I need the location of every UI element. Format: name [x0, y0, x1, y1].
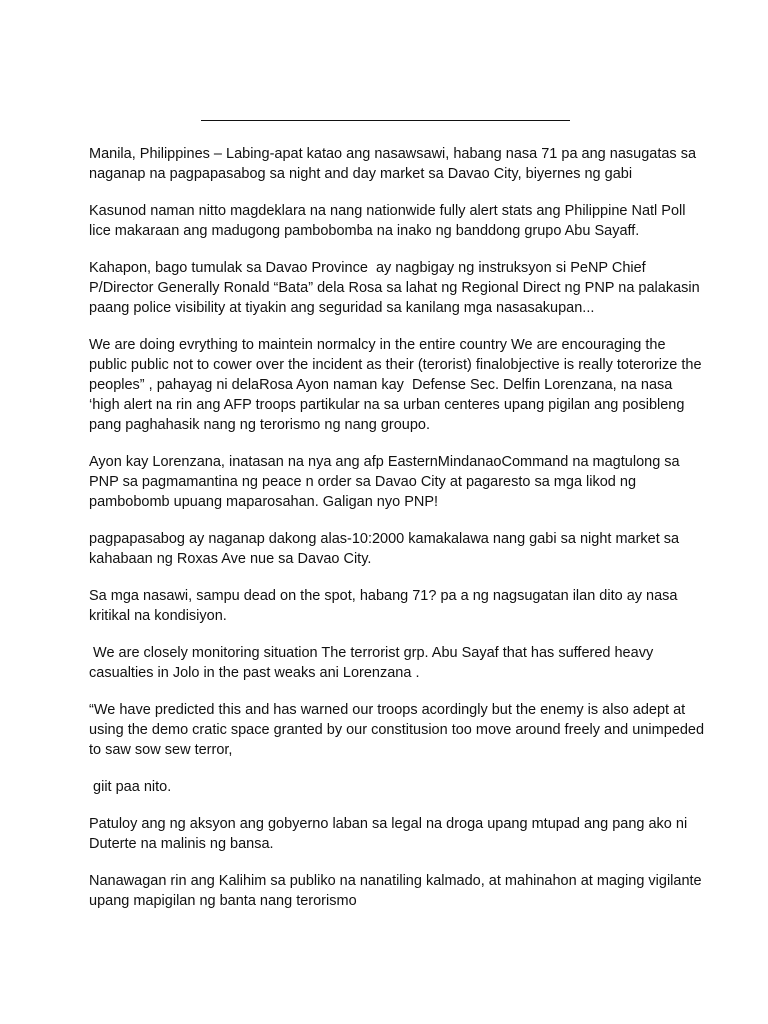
text-line: Manila, Philippines – Labing-apat katao ang nasawsawi, habang nasa 71 pa ang nasugatas sa: [89, 146, 697, 162]
text-line: giit paa nito.: [89, 779, 172, 795]
text-line: PNP sa pagmamantina ng peace n order sa Davao City at pagaresto sa mga likod ng: [89, 474, 637, 490]
paragraph: [89, 144, 729, 184]
paragraph: [89, 643, 729, 683]
text-line: We are closely monitoring situation The terrorist grp. Abu Sayaf that has suffered heavy: [89, 645, 654, 661]
text-line: Kasunod naman nitto magdeklara na nang nationwide fully alert stats ang Philippine Natl Poll: [89, 203, 686, 219]
paragraph: [89, 777, 729, 797]
text-line: Patuloy ang ng aksyon ang gobyerno laban sa legal na droga upang mtupad ang pang ako ni: [89, 816, 688, 832]
text-line: casualties in Jolo in the past weaks ani Lorenzana .: [89, 665, 420, 681]
text-line: naganap na pagpapasabog sa night and day market sa Davao City, biyernes ng gabi: [89, 166, 633, 182]
paragraph: [89, 452, 729, 512]
text-line: peoples” , pahayag ni delaRosa Ayon naman kay Defense Sec. Delfin Lorenzana, na nasa: [89, 377, 673, 393]
paragraph: [89, 201, 729, 241]
text-line: “We have predicted this and has warned our troops acordingly but the enemy is also adept at: [89, 702, 686, 718]
text-line: using the demo cratic space granted by our constitusion too move around freely and unimpeded: [89, 722, 705, 738]
text-line: public public not to cower over the incident as their (terorist) finalobjective is really toterorize the: [89, 357, 702, 373]
paragraph: [89, 700, 729, 760]
paragraph: [89, 335, 729, 435]
text-line: P/Director Generally Ronald “Bata” dela Rosa sa lahat ng Regional Direct ng PNP na palakasin: [89, 280, 700, 296]
text-line: kritikal na kondisiyon.: [89, 608, 227, 624]
text-line: kahabaan ng Roxas Ave nue sa Davao City.: [89, 551, 372, 567]
text-line: Ayon kay Lorenzana, inatasan na nya ang afp EasternMindanaoCommand na magtulong sa: [89, 454, 680, 470]
text-line: Duterte na malinis ng bansa.: [89, 836, 274, 852]
header-rule: [201, 120, 570, 121]
text-line: Sa mga nasawi, sampu dead on the spot, habang 71? pa a ng nagsugatan ilan dito ay nasa: [89, 588, 678, 604]
text-line: pang paghahasik nang ng terorismo ng nang groupo.: [89, 417, 431, 433]
paragraph: [89, 258, 729, 318]
text-line: lice makaraan ang madugong pambobomba na inako ng banddong grupo Abu Sayaff.: [89, 223, 640, 239]
paragraph: [89, 814, 729, 854]
text-line: to saw sow sew terror,: [89, 742, 233, 758]
article-body: [89, 144, 729, 928]
paragraph: [89, 529, 729, 569]
text-line: ‘high alert na rin ang AFP troops partikular na sa urban centeres upang pigilan ang posibleng: [89, 397, 685, 413]
paragraph: [89, 586, 729, 626]
paragraph: [89, 871, 729, 911]
text-line: Nanawagan rin ang Kalihim sa publiko na nanatiling kalmado, at mahinahon at maging vigilante: [89, 873, 702, 889]
text-line: upang mapigilan ng banta nang terorismo: [89, 893, 357, 909]
text-line: paang police visibility at tiyakin ang seguridad sa kanilang mga nasasakupan...: [89, 300, 595, 316]
text-line: Kahapon, bago tumulak sa Davao Province ay nagbigay ng instruksyon si PeNP Chief: [89, 260, 646, 276]
text-line: pambobomb upuang maparosahan. Galigan nyo PNP!: [89, 494, 439, 510]
text-line: pagpapasabog ay naganap dakong alas-10:2000 kamakalawa nang gabi sa night market sa: [89, 531, 680, 547]
text-line: We are doing evrything to maintein normalcy in the entire country We are encouraging the: [89, 337, 666, 353]
